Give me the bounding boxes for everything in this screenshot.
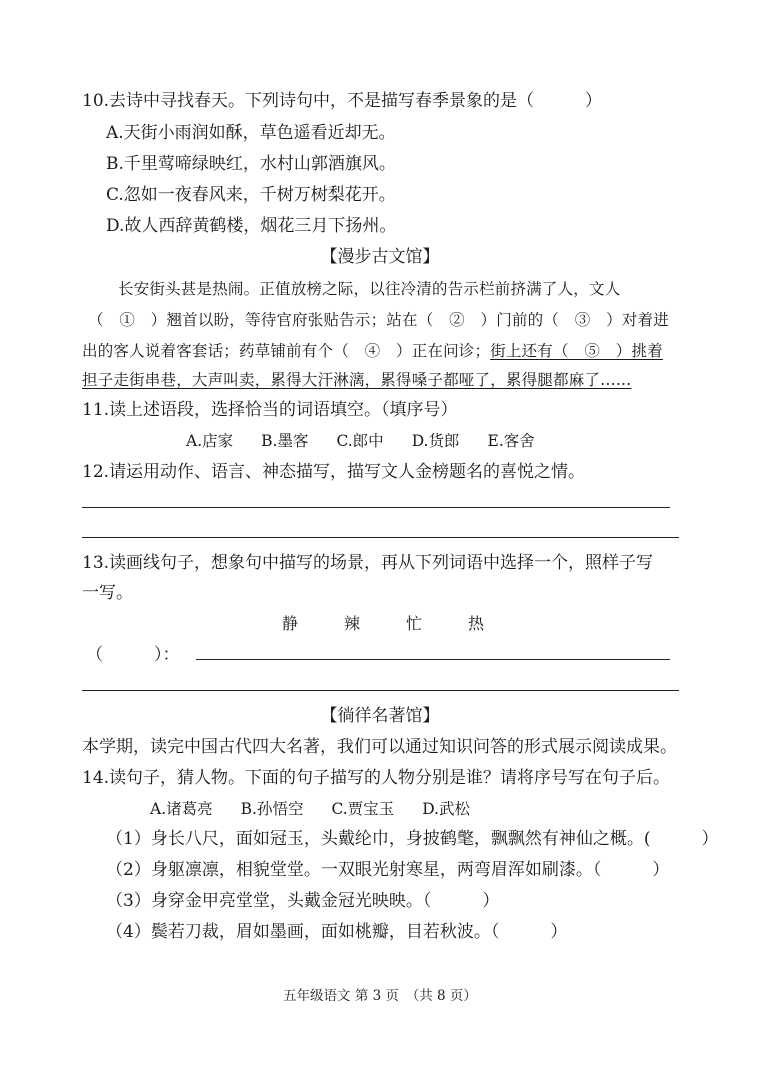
- q14-choices: [150, 798, 498, 820]
- q13-word-4: 热: [468, 614, 485, 633]
- q13-answer-line-1[interactable]: [196, 659, 670, 660]
- q13-answer-line-2[interactable]: [82, 690, 679, 691]
- q11-choice-b: B.墨客: [261, 432, 309, 450]
- q13-stem-line-2: 一写。: [82, 583, 133, 603]
- q14-item-2: （2）身躯凛凛，相貌堂堂。一双眼光射寒星，两弯眉浑如刷漆。（ ）: [106, 860, 670, 880]
- q14-item-1: （1）身长八尺，面如冠玉，头戴纶巾，身披鹤氅，飘飘然有神仙之概。( ）: [106, 829, 719, 849]
- q14-item-3: （3）身穿金甲亮堂堂，头戴金冠光映映。（ ）: [106, 891, 500, 911]
- q13-fill-blank: （ ）：: [86, 645, 180, 665]
- q11-choices: [186, 430, 563, 452]
- q10-option-a: A.天街小雨润如酥，草色遥看近却无。: [106, 123, 396, 143]
- q12-answer-line-1[interactable]: [82, 507, 670, 508]
- q12-stem: 12.请运用动作、语言、神态描写，描写文人金榜题名的喜悦之情。: [82, 462, 586, 482]
- q11-choice-e: E.客舍: [487, 432, 535, 450]
- q14-item-4: （4）鬓若刀裁，眉如墨画，面如桃瓣，目若秋波。（ ）: [106, 922, 568, 942]
- q11-choice-c: C.郎中: [336, 432, 384, 450]
- q13-word-2: 辣: [344, 614, 361, 633]
- q14-stem: 14.读句子，猜人物。下面的句子描写的人物分别是谁？请将序号写在句子后。: [82, 768, 671, 788]
- passage-line-1: 长安街头甚是热闹。正值放榜之际，以往冷清的告示栏前挤满了人，文人: [118, 280, 621, 298]
- q10-option-d: D.故人西辞黄鹤楼，烟花三月下扬州。: [106, 216, 397, 236]
- q11-stem: 11.读上述语段，选择恰当的词语填空。（填序号）: [82, 400, 458, 420]
- q10-option-b: B.千里莺啼绿映红，水村山郭酒旗风。: [106, 154, 396, 174]
- q13-word-list: [282, 613, 530, 635]
- q14-choice-c: C.贾宝玉: [331, 800, 395, 818]
- q13-stem-line-1: 13.读画线句子，想象句中描写的场景，再从下列词语中选择一个，照样子写: [82, 553, 654, 573]
- passage-underlined-start: 街上还有（ ⑤ ）挑着: [490, 342, 663, 360]
- q10-stem: 10.去诗中寻找春天。下列诗句中，不是描写春季景象的是（ ）: [82, 91, 603, 111]
- section-title-classics: 【徜徉名著馆】: [320, 706, 440, 726]
- q14-choice-d: D.武松: [422, 800, 470, 818]
- q10-option-c: C.忽如一夜春风来，千树万树梨花开。: [106, 185, 396, 205]
- q13-word-1: 静: [282, 614, 299, 633]
- passage-line-3-plain: 出的客人说着客套话；药草铺前有个（ ④ ）正在问诊；: [82, 342, 491, 360]
- q12-answer-line-2[interactable]: [82, 537, 679, 538]
- passage-line-4-underlined: 担子走街串巷，大声叫卖，累得大汗淋漓，累得嗓子都哑了，累得腿都麻了……: [82, 371, 632, 389]
- section-title-ancient-prose: 【漫步古文馆】: [320, 247, 440, 267]
- q11-choice-a: A.店家: [186, 432, 234, 450]
- passage-line-3: [82, 340, 663, 362]
- q14-choice-b: B.孙悟空: [240, 800, 304, 818]
- q13-word-3: 忙: [406, 614, 423, 633]
- q14-choice-a: A.诸葛亮: [150, 800, 213, 818]
- classics-intro: 本学期，读完中国古代四大名著，我们可以通过知识问答的形式展示阅读成果。: [82, 737, 677, 757]
- page-footer: 五年级语文 第 3 页 （共 8 页）: [283, 988, 477, 1004]
- q11-choice-d: D.货郎: [411, 432, 460, 450]
- passage-line-2: （ ① ）翘首以盼，等待官府张贴告示；站在（ ② ）门前的（ ③ ）对着进: [88, 311, 669, 329]
